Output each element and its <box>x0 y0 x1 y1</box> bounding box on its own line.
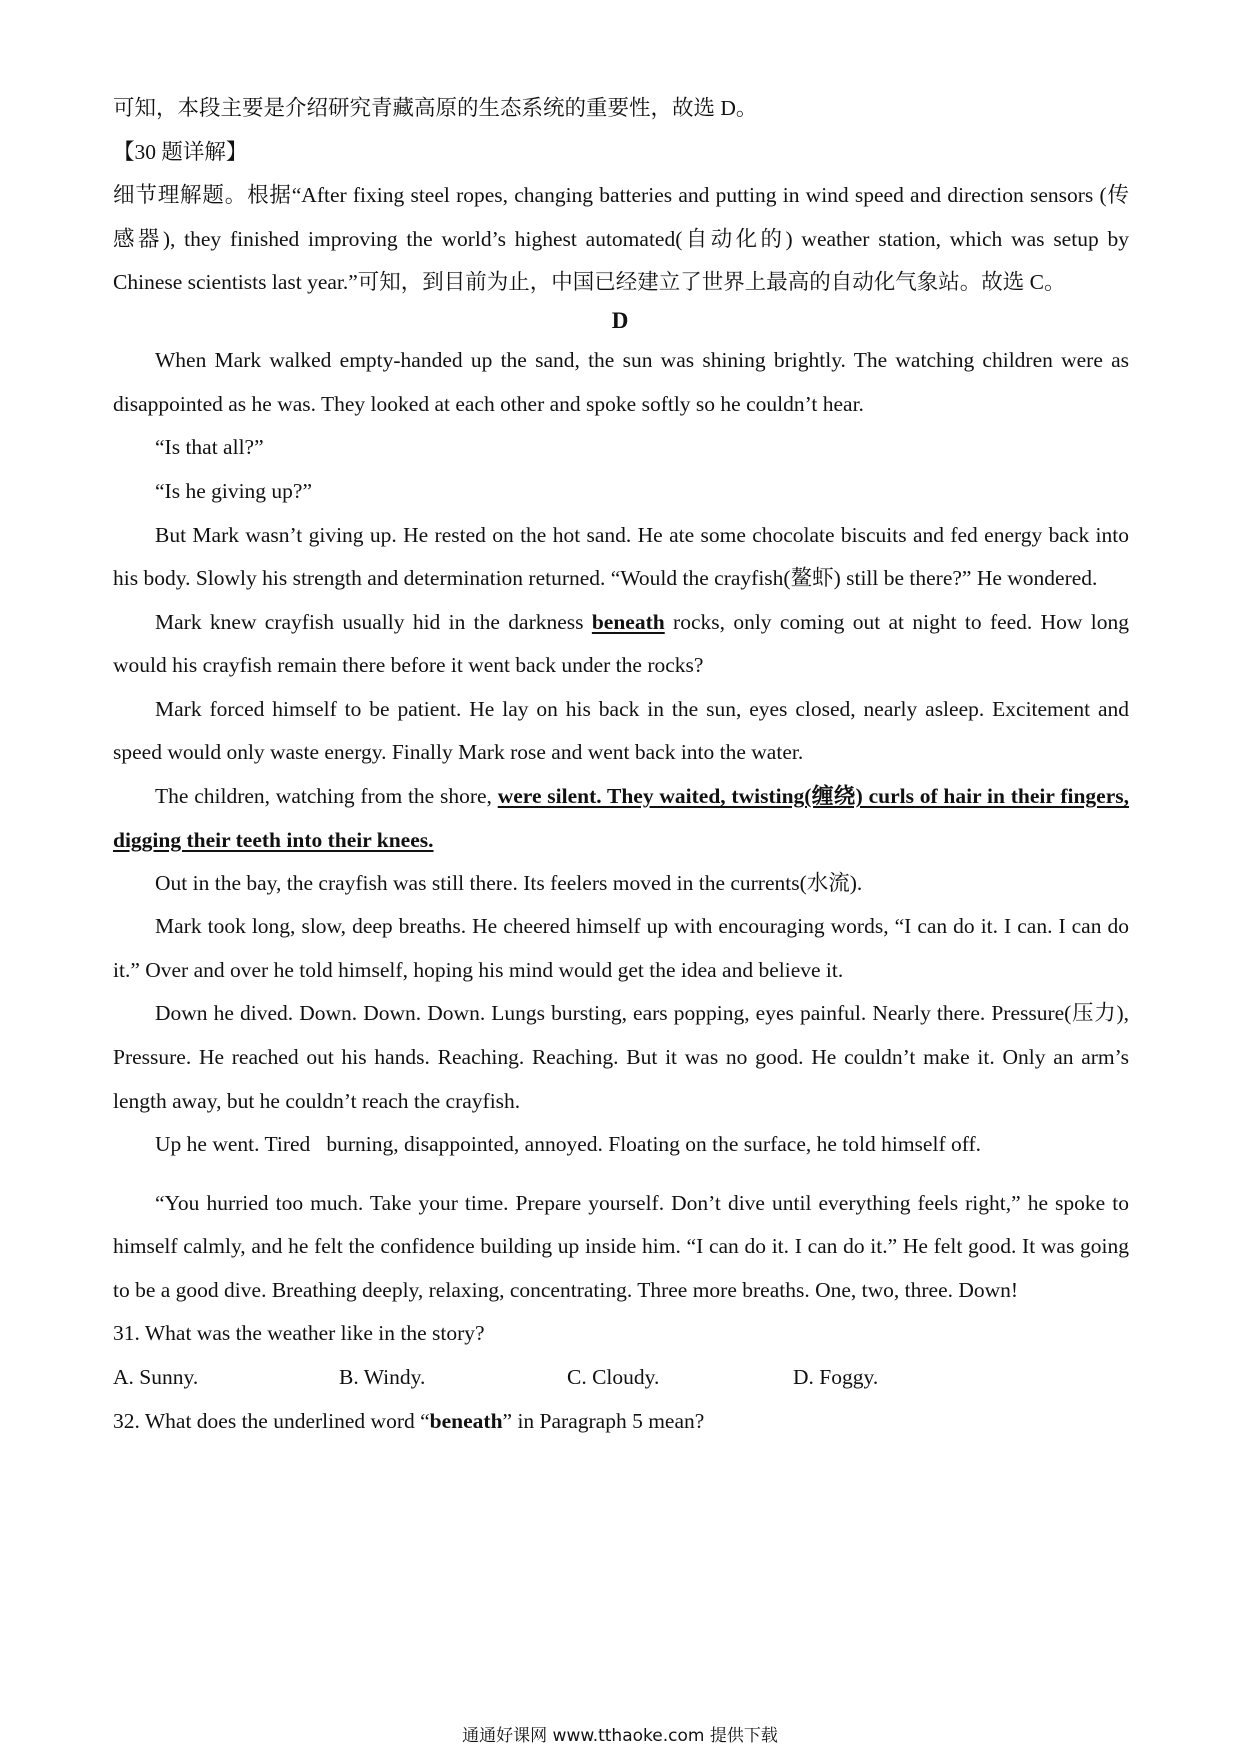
option-a: A. Sunny. <box>113 1365 199 1389</box>
option-d: D. Foggy. <box>793 1365 879 1389</box>
paragraph-line: Down he dived. Down. Down. Down. Lungs bursting, ears popping, eyes painful. Nearly there. Pressure(压力), <box>155 1001 1129 1025</box>
paragraph-line: But Mark wasn’t giving up. He rested on the hot sand. He ate some chocolate biscuits and fed energy back into <box>155 523 1129 547</box>
bold-word: beneath <box>429 1409 503 1433</box>
paragraph-line: himself calmly, and he felt the confidence building up inside him. “I can do it. I can do it.” He felt good. It was going <box>113 1234 1129 1258</box>
dialogue-line: “Is that all?” <box>155 435 264 459</box>
paragraph-line: to be a good dive. Breathing deeply, relaxing, concentrating. Three more breaths. One, two, three. Down! <box>113 1278 1019 1302</box>
underlined-sentence: were silent. They waited, twisting(缠绕) curls of hair in their fingers, <box>497 784 1129 808</box>
paragraph-line <box>113 825 1129 855</box>
paragraph-line: Mark took long, slow, deep breaths. He cheered himself up with encouraging words, “I can do it. I can. I can do <box>155 914 1129 938</box>
explanation-line: Chinese scientists last year.”可知，到目前为止，中国已经建立了世界上最高的自动化气象站。故选 C。 <box>113 270 1066 294</box>
paragraph-line: would his crayfish remain there before it went back under the rocks? <box>113 653 704 677</box>
paragraph-line: Pressure. He reached out his hands. Reaching. Reaching. But it was no good. He couldn’t make it. Only an arm’s <box>113 1045 1129 1069</box>
question-text: 32. What does the underlined word “ <box>113 1409 430 1433</box>
section-title: D <box>611 308 629 333</box>
paragraph-line: disappointed as he was. They looked at each other and spoke softly so he couldn’t hear. <box>113 392 864 416</box>
dialogue-line: “Is he giving up?” <box>155 479 313 503</box>
paragraph-text: Mark knew crayfish usually hid in the darkness <box>155 610 592 634</box>
paragraph-line: Up he went. Tired burning, disappointed, annoyed. Floating on the surface, he told himself off. <box>155 1132 982 1156</box>
paragraph-line: speed would only waste energy. Finally Mark rose and went back into the water. <box>113 740 804 764</box>
paragraph-line: length away, but he couldn’t reach the crayfish. <box>113 1089 521 1113</box>
paragraph-text: rocks, only coming out at night to feed. How long <box>664 610 1129 634</box>
paragraph-line: Out in the bay, the crayfish was still there. Its feelers moved in the currents(水流). <box>155 871 863 895</box>
paragraph-line: When Mark walked empty-handed up the sand, the sun was shining brightly. The watching children were as <box>155 348 1129 372</box>
paragraph-line <box>155 781 1129 811</box>
underlined-word: beneath <box>591 610 665 634</box>
question-30-heading: 【30 题详解】 <box>113 140 248 164</box>
question-text: ” in Paragraph 5 mean? <box>502 1409 705 1433</box>
paragraph-line: “You hurried too much. Take your time. Prepare yourself. Don’t dive until everything feels right,” he spoke to <box>155 1191 1129 1215</box>
page-footer: 通通好课网 www.tthaoke.com 提供下载 <box>462 1726 778 1746</box>
explanation-line: 可知，本段主要是介绍研究青藏高原的生态系统的重要性，故选 D。 <box>113 96 758 120</box>
option-c: C. Cloudy. <box>567 1365 660 1389</box>
paragraph-line: his body. Slowly his strength and determination returned. “Would the crayfish(鳌虾) still be there?” He wondered. <box>113 566 1098 590</box>
explanation-line: 细节理解题。根据“After fixing steel ropes, changing batteries and putting in wind speed and direction sensors (传 <box>113 183 1129 207</box>
option-b: B. Windy. <box>339 1365 426 1389</box>
paragraph-text: The children, watching from the shore, <box>155 784 498 808</box>
question-32 <box>113 1406 1129 1436</box>
paragraph-line: Mark forced himself to be patient. He lay on his back in the sun, eyes closed, nearly asleep. Excitement and <box>155 697 1129 721</box>
paragraph-line: it.” Over and over he told himself, hoping his mind would get the idea and believe it. <box>113 958 844 982</box>
paragraph-line <box>155 607 1129 637</box>
question-31: 31. What was the weather like in the story? <box>113 1321 485 1345</box>
explanation-line: 感器), they finished improving the world’s highest automated(自动化的) weather station, which was setup by <box>113 227 1129 251</box>
underlined-sentence: digging their teeth into their knees. <box>113 828 434 852</box>
